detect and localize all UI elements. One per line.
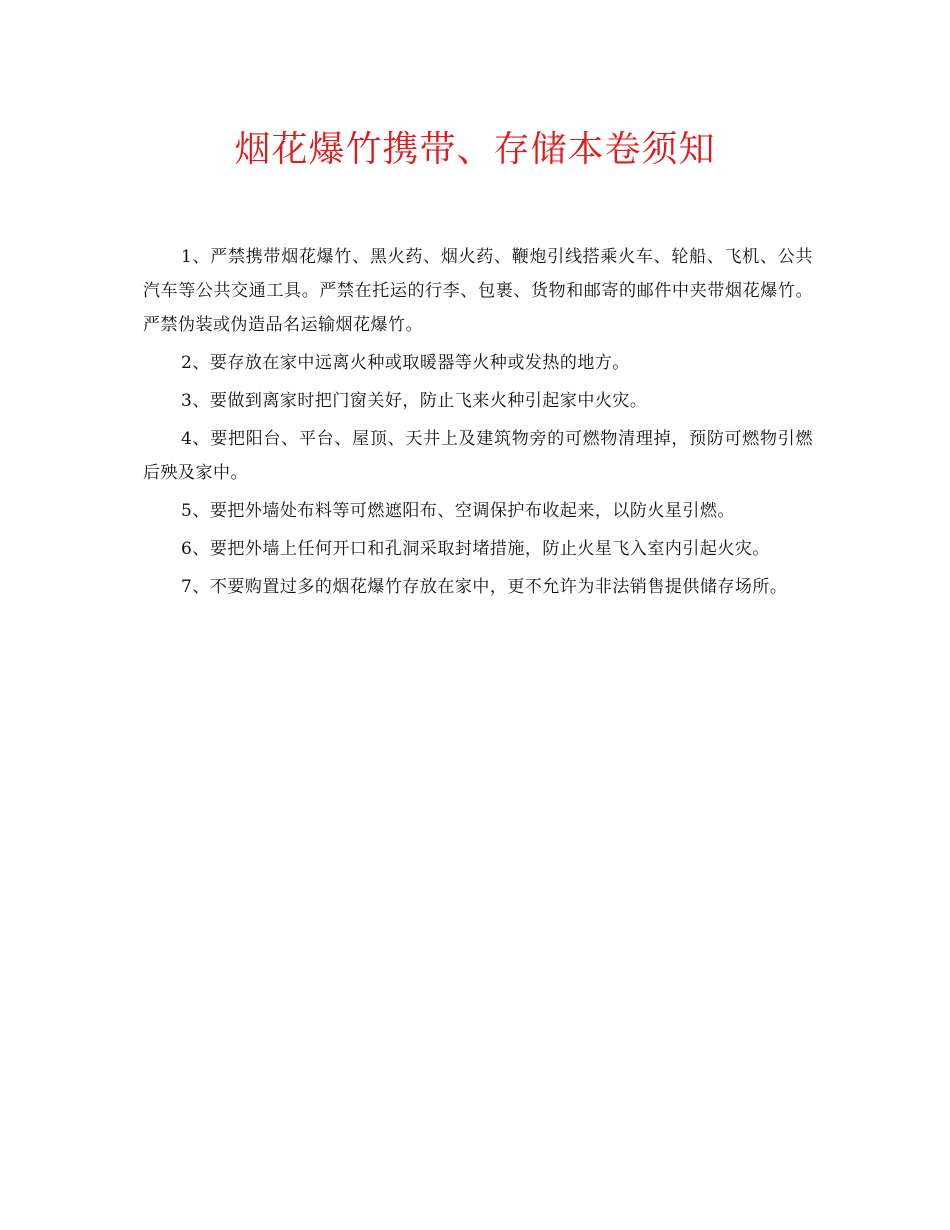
paragraph-2: 2、要存放在家中远离火种或取暖器等火种或发热的地方。 [181, 353, 630, 373]
document-body [143, 240, 813, 608]
paragraph-6: 6、要把外墙上任何开口和孔洞采取封堵措施，防止火星飞入室内引起火灾。 [181, 539, 770, 559]
paragraph-4: 4、要把阳台、平台、屋顶、天井上及建筑物旁的可燃物清理掉，预防可燃物引燃后殃及家中。 [143, 429, 813, 483]
paragraph-7: 7、不要购置过多的烟花爆竹存放在家中，更不允许为非法销售提供储存场所。 [181, 577, 788, 597]
paragraph-3: 3、要做到离家时把门窗关好，防止飞来火种引起家中火灾。 [181, 391, 648, 411]
paragraph-5: 5、要把外墙处布料等可燃遮阳布、空调保护布收起来，以防火星引燃。 [181, 501, 735, 521]
paragraph-1: 1、严禁携带烟花爆竹、黑火药、烟火药、鞭炮引线搭乘火车、轮船、飞机、公共汽车等公共交通工具。严禁在托运的行李、包裹、货物和邮寄的邮件中夹带烟花爆竹。严禁伪装或伪造品名运输烟花爆竹。 [143, 247, 813, 335]
document-title: 烟花爆竹携带、存储本卷须知 [234, 129, 716, 170]
